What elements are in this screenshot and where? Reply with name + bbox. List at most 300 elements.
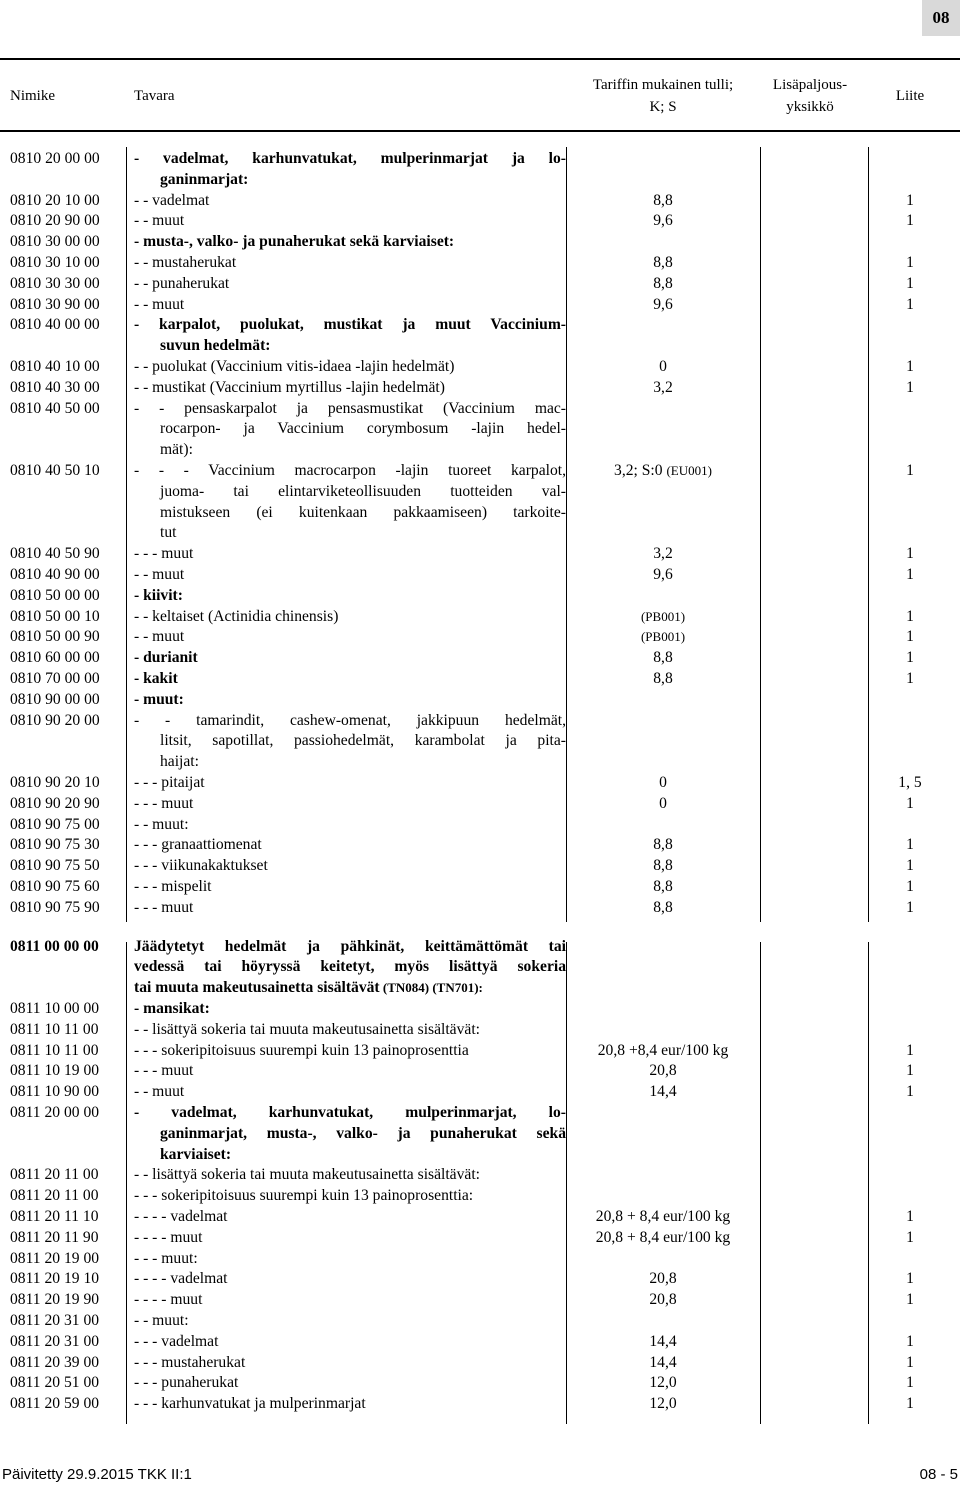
row-description (134, 357, 566, 378)
row-code: 0810 40 50 90 (10, 545, 100, 563)
table-row (0, 607, 960, 628)
row-tariff (566, 274, 760, 295)
row-description (134, 1165, 566, 1186)
row-tariff (566, 1394, 760, 1415)
description-line: - - mustaherukat (134, 254, 237, 271)
table-row (0, 773, 960, 794)
row-tariff (566, 1353, 760, 1374)
row-description (134, 191, 566, 212)
chapter-tab: 08 (922, 0, 960, 36)
row-description (134, 999, 566, 1020)
row-code: 0810 50 00 90 (10, 628, 100, 646)
description-line: - - muut (134, 1083, 185, 1101)
row-tariff (566, 1332, 760, 1353)
row-annex: 1 (906, 1228, 914, 1246)
description-line: - - tamarindit, cashew-omenat, jakkipuun hedelmät, (134, 711, 566, 729)
row-code: 0811 10 00 00 (10, 1000, 100, 1017)
tariff-value: 9,6 (653, 212, 673, 230)
row-annex: 1 (906, 649, 914, 667)
row-description (134, 648, 566, 669)
row-annex: 1 (906, 212, 914, 230)
description-line: - - - muut (134, 545, 194, 563)
table-row (0, 295, 960, 316)
row-description (134, 835, 566, 856)
description-line: mistukseen (ei kuitenkaan pakkaamiseen) tarkoite- (160, 503, 566, 521)
description-line: - - punaherukat (134, 274, 230, 292)
description-line: - - - muut (134, 794, 194, 812)
description-line-text: tai muuta makeutusainetta sisältävät (134, 979, 380, 997)
table-row (0, 211, 960, 232)
row-description (134, 1269, 566, 1290)
description-line: - mansikat: (134, 1000, 210, 1017)
description-line: - - - - vadelmat (134, 1270, 228, 1288)
table-row (0, 648, 960, 669)
row-code: 0811 20 19 90 (10, 1291, 100, 1309)
row-description (134, 544, 566, 565)
description-line: - vadelmat, karhunvatukat, mulperinmarjat ja lo- (134, 150, 566, 167)
table-row (0, 1394, 960, 1415)
description-line: - - - muut: (134, 1249, 198, 1267)
row-code: 0811 20 11 00 (10, 1166, 99, 1184)
row-description (134, 1228, 566, 1249)
description-line: - - pensaskarpalot ja pensasmustikat (Vaccinium mac- (134, 399, 566, 417)
row-description (134, 274, 566, 295)
tariff-value: 0 (659, 774, 667, 791)
row-code: 0810 30 00 00 (10, 233, 100, 251)
row-description (134, 898, 566, 919)
description-line: - - muut (134, 212, 185, 230)
description-line: - durianit (134, 649, 198, 667)
row-code: 0810 40 00 00 (10, 316, 100, 334)
row-description (134, 1311, 566, 1332)
row-description (134, 315, 566, 357)
row-code: 0810 90 20 10 (10, 774, 100, 791)
row-annex: 1 (906, 836, 914, 854)
row-description (134, 1082, 566, 1103)
row-description (134, 1373, 566, 1394)
row-tariff (566, 461, 760, 482)
row-code: 0811 20 51 00 (10, 1374, 100, 1392)
row-description (134, 1207, 566, 1228)
row-tariff (566, 877, 760, 898)
row-annex: 1, 5 (898, 774, 922, 791)
table-row (0, 669, 960, 690)
row-annex: 1 (906, 545, 914, 563)
description-line: haijat: (160, 753, 199, 771)
table-row (0, 399, 960, 461)
header-unit-line1: Lisäpaljous- (772, 77, 848, 93)
tariff-value: 8,8 (653, 857, 673, 875)
row-code: 0810 90 20 90 (10, 794, 100, 812)
table-row (0, 1061, 960, 1082)
row-code: 0811 20 31 00 (10, 1332, 100, 1350)
description-line: - - muut: (134, 1312, 189, 1329)
tariff-value: 12,0 (649, 1374, 677, 1392)
description-line: - - muut (134, 295, 185, 313)
row-description (134, 586, 566, 607)
header-tariff-line2: K; S (649, 99, 677, 115)
row-code: 0811 00 00 00 (10, 937, 99, 955)
row-description (134, 211, 566, 232)
row-description (134, 1103, 566, 1165)
tariff-value: 20,8 (649, 1062, 677, 1080)
row-annex: 1 (906, 254, 914, 271)
row-annex: 1 (906, 1041, 914, 1059)
table-row (0, 357, 960, 378)
table-row (0, 1228, 960, 1249)
row-code: 0811 20 59 00 (10, 1395, 100, 1413)
row-tariff (566, 1373, 760, 1394)
row-description (134, 794, 566, 815)
table-row (0, 1353, 960, 1374)
table-row (0, 898, 960, 919)
row-tariff (566, 211, 760, 232)
description-line: litsit, sapotillat, passiohedelmät, karambolat ja pita- (160, 732, 566, 750)
row-code: 0811 10 11 00 (10, 1020, 99, 1038)
row-description (134, 607, 566, 628)
row-description (134, 399, 566, 461)
row-tariff (566, 627, 760, 648)
row-annex: 1 (906, 898, 914, 916)
description-line: - - - sokeripitoisuus suurempi kuin 13 painoprosenttia: (134, 1187, 474, 1205)
row-description (134, 149, 566, 191)
row-code: 0810 20 00 00 (10, 150, 100, 167)
description-line: - vadelmat, karhunvatukat, mulperinmarjat, lo- (134, 1104, 566, 1121)
table-row (0, 999, 960, 1020)
description-line: - - - - vadelmat (134, 1208, 228, 1225)
tariff-value: 8,8 (653, 254, 673, 271)
row-code: 0810 70 00 00 (10, 670, 100, 687)
description-line: ganinmarjat: (160, 170, 249, 188)
row-code: 0811 20 00 00 (10, 1104, 100, 1121)
row-tariff (566, 378, 760, 399)
table-row (0, 586, 960, 607)
description-line: - - muut (134, 566, 185, 583)
row-code: 0810 90 75 00 (10, 815, 100, 833)
description-line: - - - pitaijat (134, 774, 205, 791)
description-line: - - - karhunvatukat ja mulperinmarjat (134, 1395, 366, 1413)
table-row (0, 690, 960, 711)
table-row (0, 1165, 960, 1186)
tariff-value: 20,8 (649, 1270, 677, 1288)
row-description (134, 1353, 566, 1374)
description-line: - - - Vaccinium macrocarpon -lajin tuoreet karpalot, (134, 462, 566, 479)
table-row (0, 232, 960, 253)
description-line: - muut: (134, 690, 184, 708)
row-tariff (566, 856, 760, 877)
description-line: - - lisättyä sokeria tai muuta makeutusainetta sisältävät: (134, 1166, 480, 1184)
table-row (0, 1290, 960, 1311)
header-tariff (566, 74, 760, 118)
row-description (134, 1061, 566, 1082)
row-annex: 1 (906, 1374, 914, 1392)
tariff-value: 3,2 (653, 545, 673, 563)
table-row (0, 274, 960, 295)
row-tariff (566, 295, 760, 316)
tariff-value: 12,0 (649, 1395, 677, 1413)
row-code: 0811 20 39 00 (10, 1353, 100, 1371)
row-tariff (566, 544, 760, 565)
row-tariff (566, 648, 760, 669)
tariff-value: 9,6 (653, 566, 673, 583)
description-line: ganinmarjat, musta-, valko- ja punaherukat sekä (160, 1124, 566, 1142)
row-annex: 1 (906, 462, 914, 479)
tariff-value: 8,8 (653, 836, 673, 854)
tariff-value: 14,4 (649, 1353, 677, 1371)
description-line: - - muut: (134, 815, 189, 833)
tariff-value: 8,8 (653, 191, 673, 209)
row-code: 0810 90 75 90 (10, 898, 100, 916)
table-row (0, 1186, 960, 1207)
tariff-value: 8,8 (653, 274, 673, 292)
tariff-value: 14,4 (649, 1083, 677, 1101)
table-row (0, 1207, 960, 1228)
row-annex: 1 (906, 878, 914, 895)
row-description (134, 711, 566, 773)
tariff-value: (PB001) (640, 629, 686, 645)
description-line: - karpalot, puolukat, mustikat ja muut Vaccinium- (134, 316, 566, 334)
table-row (0, 253, 960, 274)
row-annex: 1 (906, 358, 914, 375)
row-code: 0810 40 30 00 (10, 378, 100, 396)
row-code: 0810 40 10 00 (10, 358, 100, 375)
table-row (0, 937, 960, 999)
row-annex: 1 (906, 1208, 914, 1225)
description-line: juoma- tai elintarviketeollisuuden tuotteiden val- (160, 482, 566, 500)
description-line: Jäädytetyt hedelmät ja pähkinät, keittämättömät tai (134, 937, 566, 955)
row-code: 0811 10 90 00 (10, 1083, 100, 1101)
row-annex: 1 (906, 191, 914, 209)
description-line: - - - muut (134, 898, 194, 916)
table-row (0, 835, 960, 856)
description-line: - - puolukat (Vaccinium vitis-idaea -lajin hedelmät) (134, 358, 455, 375)
tariff-value: 0 (659, 358, 667, 375)
description-line: tut (160, 524, 177, 542)
row-code: 0811 10 19 00 (10, 1062, 100, 1080)
row-annex: 1 (906, 794, 914, 812)
table-row (0, 565, 960, 586)
header-code: Nimike (10, 88, 55, 104)
row-code: 0810 60 00 00 (10, 649, 100, 667)
description-line: - - - viikunakaktukset (134, 857, 268, 875)
table-row (0, 1020, 960, 1041)
row-description (134, 461, 566, 544)
header-top-rule (0, 58, 960, 60)
row-code: 0810 30 10 00 (10, 254, 100, 271)
description-line: - - - mispelit (134, 878, 212, 895)
row-code: 0811 20 11 10 (10, 1208, 99, 1225)
row-code: 0811 10 11 00 (10, 1041, 99, 1059)
row-description (134, 565, 566, 586)
tariff-value: 3,2; S:0 (614, 462, 663, 479)
row-tariff (566, 357, 760, 378)
description-line: - - - mustaherukat (134, 1353, 246, 1371)
row-tariff (566, 1207, 760, 1228)
description-line: rocarpon- ja Vaccinium corymbosum -lajin hedel- (160, 420, 566, 438)
row-tariff (566, 773, 760, 794)
description-line: - - - muut (134, 1062, 194, 1080)
description-line: - - - - muut (134, 1291, 203, 1309)
tariff-value: 0 (659, 794, 667, 812)
header-goods: Tavara (134, 88, 175, 104)
row-annex: 1 (906, 1270, 914, 1288)
row-annex: 1 (906, 566, 914, 583)
table-row (0, 877, 960, 898)
row-tariff (566, 1082, 760, 1103)
description-line: - - mustikat (Vaccinium myrtillus -lajin hedelmät) (134, 378, 445, 396)
row-annex: 1 (906, 1332, 914, 1350)
description-line: vedessä tai höyryssä keitetyt, myös lisättyä sokeria (134, 958, 566, 976)
header-unit (760, 74, 860, 118)
tariff-value: 14,4 (649, 1332, 677, 1350)
description-line: - - vadelmat (134, 191, 210, 209)
row-code: 0810 40 50 00 (10, 399, 100, 417)
description-line: - - - vadelmat (134, 1332, 219, 1350)
row-description (134, 773, 566, 794)
footer-updated: Päivitetty 29.9.2015 TKK II:1 (2, 1466, 192, 1483)
row-code: 0810 20 90 00 (10, 212, 100, 230)
description-line: - - lisättyä sokeria tai muuta makeutusainetta sisältävät: (134, 1020, 480, 1038)
row-description (134, 1041, 566, 1062)
header-bottom-rule (0, 130, 960, 132)
tariff-value: 8,8 (653, 649, 673, 667)
tariff-value: 8,8 (653, 670, 673, 687)
description-line: - - keltaiset (Actinidia chinensis) (134, 607, 339, 625)
table-row (0, 1082, 960, 1103)
row-annex: 1 (906, 1395, 914, 1413)
table-row (0, 794, 960, 815)
row-tariff (566, 1061, 760, 1082)
row-code: 0811 20 19 00 (10, 1249, 100, 1267)
row-description (134, 627, 566, 648)
description-line: - - - - muut (134, 1228, 203, 1246)
row-annex: 1 (906, 378, 914, 396)
row-description (134, 232, 566, 253)
table-row (0, 711, 960, 773)
row-annex: 1 (906, 1291, 914, 1309)
description-line: - - - granaattiomenat (134, 836, 262, 854)
tariff-value: 20,8 (649, 1291, 677, 1309)
row-description (134, 378, 566, 399)
row-annex: 1 (906, 295, 914, 313)
tariff-note: (EU001) (666, 463, 712, 478)
table-row (0, 191, 960, 212)
row-annex: 1 (906, 1083, 914, 1101)
row-tariff (566, 794, 760, 815)
description-line: - musta-, valko- ja punaherukat sekä karviaiset: (134, 233, 455, 251)
row-code: 0811 20 11 90 (10, 1228, 99, 1246)
header-tariff-line1: Tariffin mukainen tulli; (592, 77, 734, 93)
table-row (0, 815, 960, 836)
row-description (134, 253, 566, 274)
description-line: karviaiset: (160, 1145, 232, 1163)
row-description (134, 1332, 566, 1353)
row-code: 0811 20 31 00 (10, 1312, 100, 1329)
row-code: 0810 90 75 60 (10, 878, 100, 895)
row-annex: 1 (906, 274, 914, 292)
row-code: 0810 90 75 30 (10, 836, 100, 854)
row-tariff (566, 1269, 760, 1290)
row-description (134, 877, 566, 898)
row-description (134, 937, 566, 999)
row-code: 0810 90 75 50 (10, 857, 100, 875)
row-description (134, 1020, 566, 1041)
row-description (134, 690, 566, 711)
tariff-value: (PB001) (640, 608, 686, 624)
row-tariff (566, 669, 760, 690)
row-tariff (566, 191, 760, 212)
table-row (0, 1103, 960, 1165)
row-annex: 1 (906, 1062, 914, 1080)
row-tariff (566, 1041, 760, 1062)
header-annex: Liite (895, 88, 925, 104)
tariff-value: 20,8 + 8,4 eur/100 kg (595, 1228, 731, 1246)
row-annex: 1 (906, 670, 914, 687)
header-unit-line2: yksikkö (786, 99, 834, 115)
row-code: 0810 30 90 00 (10, 295, 100, 313)
table-row (0, 149, 960, 191)
row-tariff (566, 607, 760, 628)
table-row (0, 627, 960, 648)
row-description (134, 669, 566, 690)
description-line: - - muut (134, 628, 185, 646)
description-line: - - - sokeripitoisuus suurempi kuin 13 painoprosenttia (134, 1041, 469, 1059)
description-line (134, 978, 566, 999)
table-row (0, 1373, 960, 1394)
row-tariff (566, 835, 760, 856)
row-code: 0810 20 10 00 (10, 191, 100, 209)
table-row (0, 856, 960, 877)
row-tariff (566, 898, 760, 919)
tariff-value: 8,8 (653, 898, 673, 916)
table-row (0, 315, 960, 357)
table-row (0, 1332, 960, 1353)
row-description (134, 856, 566, 877)
row-code: 0811 20 11 00 (10, 1187, 99, 1205)
row-code: 0810 40 90 00 (10, 566, 100, 583)
row-description (134, 295, 566, 316)
footer-page-number: 08 - 5 (919, 1466, 958, 1483)
table-row (0, 461, 960, 544)
row-code: 0810 50 00 10 (10, 607, 100, 625)
row-tariff (566, 1290, 760, 1311)
description-line: - kiivit: (134, 586, 183, 604)
row-annex: 1 (906, 857, 914, 875)
row-code: 0810 30 30 00 (10, 274, 100, 292)
row-code: 0811 20 19 10 (10, 1270, 100, 1288)
row-description (134, 1394, 566, 1415)
row-description (134, 1290, 566, 1311)
row-description (134, 1249, 566, 1270)
tariff-value: 9,6 (653, 295, 673, 313)
table-row (0, 1269, 960, 1290)
row-annex: 1 (906, 628, 914, 646)
table-row (0, 1249, 960, 1270)
row-code: 0810 90 00 00 (10, 690, 100, 708)
description-line: suvun hedelmät: (160, 337, 271, 355)
row-tariff (566, 565, 760, 586)
tariff-value: 20,8 + 8,4 eur/100 kg (595, 1208, 731, 1225)
row-description (134, 1186, 566, 1207)
tariff-value: 3,2 (653, 378, 673, 396)
note-reference: (TN084) (TN701): (379, 980, 483, 996)
row-code: 0810 90 20 00 (10, 711, 100, 729)
table-row (0, 1041, 960, 1062)
tariff-value: 8,8 (653, 878, 673, 895)
row-tariff (566, 253, 760, 274)
description-line: mät): (160, 441, 193, 459)
description-line: - kakit (134, 670, 178, 687)
